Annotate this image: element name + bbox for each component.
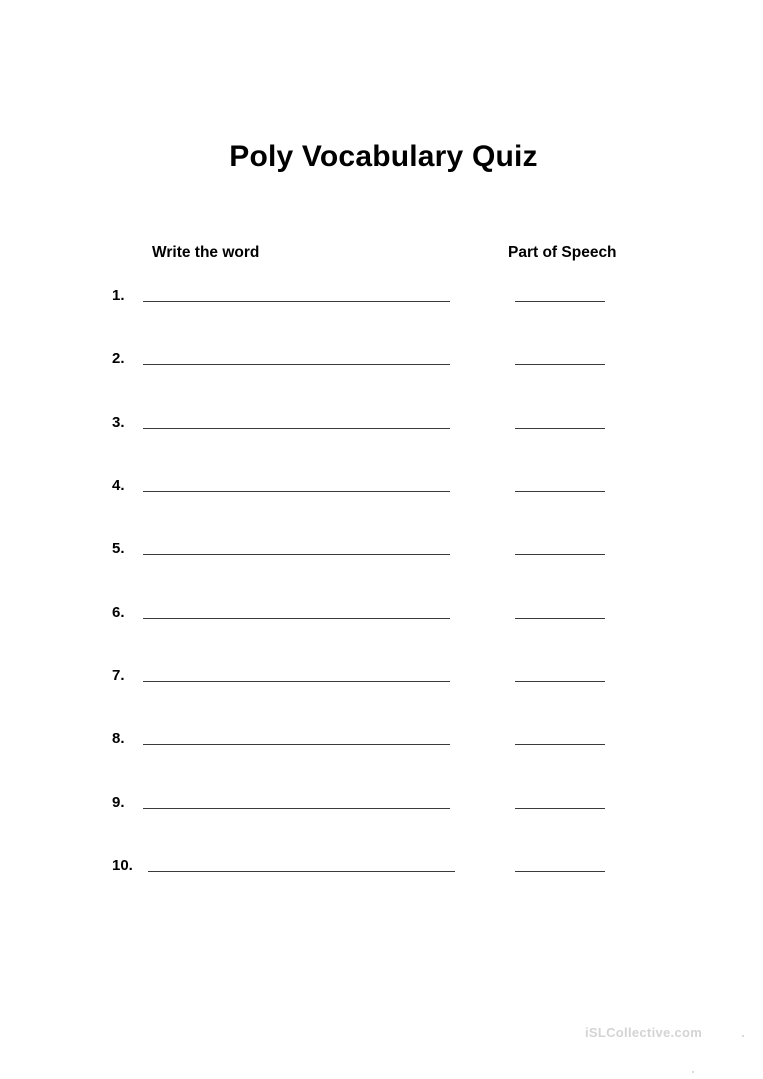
word-answer-line[interactable]	[143, 618, 450, 619]
part-of-speech-answer-line[interactable]	[515, 301, 605, 302]
item-number: 9.	[112, 794, 125, 811]
item-number: 8.	[112, 730, 125, 747]
part-of-speech-answer-line[interactable]	[515, 618, 605, 619]
part-of-speech-answer-line[interactable]	[515, 364, 605, 365]
quiz-row	[0, 604, 763, 624]
decorative-dot	[692, 1071, 694, 1073]
word-answer-line[interactable]	[143, 681, 450, 682]
part-of-speech-answer-line[interactable]	[515, 744, 605, 745]
part-of-speech-answer-line[interactable]	[515, 871, 605, 872]
quiz-row	[0, 730, 763, 750]
word-answer-line[interactable]	[148, 871, 455, 872]
part-of-speech-answer-line[interactable]	[515, 808, 605, 809]
part-of-speech-answer-line[interactable]	[515, 428, 605, 429]
word-answer-line[interactable]	[143, 491, 450, 492]
item-number: 5.	[112, 540, 125, 557]
quiz-row	[0, 667, 763, 687]
quiz-row	[0, 477, 763, 497]
word-answer-line[interactable]	[143, 808, 450, 809]
quiz-row	[0, 287, 763, 307]
word-answer-line[interactable]	[143, 428, 450, 429]
header-write-the-word: Write the word	[152, 244, 260, 261]
item-number: 1.	[112, 287, 125, 304]
word-answer-line[interactable]	[143, 364, 450, 365]
quiz-row	[0, 540, 763, 560]
item-number: 4.	[112, 477, 125, 494]
watermark: iSLCollective.com	[585, 1025, 703, 1040]
page-title: Poly Vocabulary Quiz	[229, 140, 538, 173]
quiz-row	[0, 414, 763, 434]
header-part-of-speech: Part of Speech	[508, 244, 617, 261]
item-number: 2.	[112, 350, 125, 367]
item-number: 3.	[112, 414, 125, 431]
part-of-speech-answer-line[interactable]	[515, 554, 605, 555]
quiz-row	[0, 857, 763, 877]
item-number: 7.	[112, 667, 125, 684]
item-number: 10.	[112, 857, 133, 874]
part-of-speech-answer-line[interactable]	[515, 681, 605, 682]
quiz-row	[0, 350, 763, 370]
quiz-row	[0, 794, 763, 814]
part-of-speech-answer-line[interactable]	[515, 491, 605, 492]
word-answer-line[interactable]	[143, 301, 450, 302]
decorative-dot	[742, 1035, 744, 1037]
item-number: 6.	[112, 604, 125, 621]
word-answer-line[interactable]	[143, 554, 450, 555]
word-answer-line[interactable]	[143, 744, 450, 745]
